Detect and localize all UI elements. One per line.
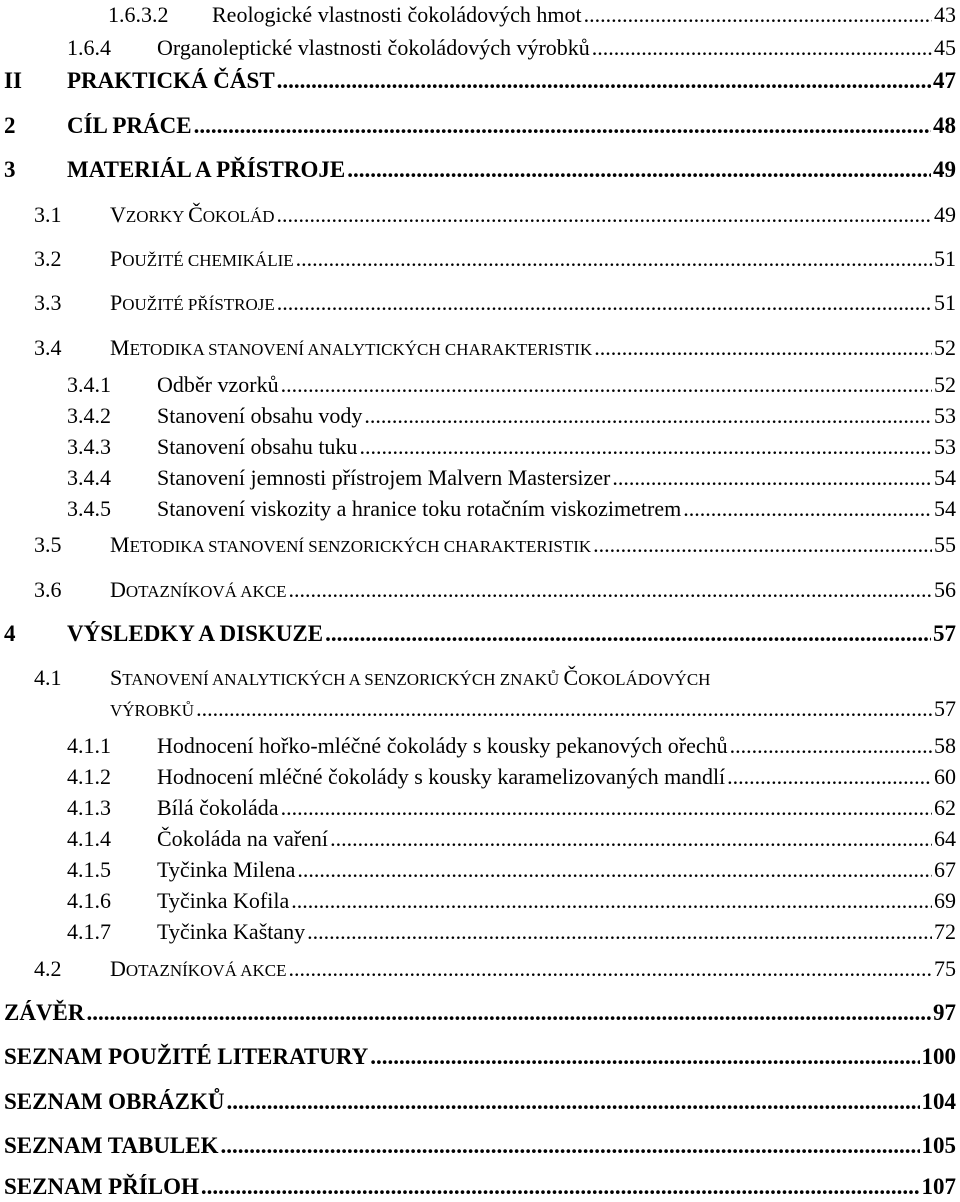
- toc-entry[interactable]: [4, 66, 956, 96]
- toc-entry[interactable]: [4, 1172, 956, 1202]
- toc-entry-number: 4.1.6: [67, 888, 111, 913]
- toc-entry-page: 47: [933, 68, 956, 93]
- toc-entry-line1[interactable]: [34, 663, 710, 695]
- toc-entry-page: 51: [934, 246, 956, 271]
- toc-entry-number: 4.1.3: [67, 795, 111, 820]
- toc-entry[interactable]: [67, 731, 956, 761]
- toc-entry[interactable]: [34, 530, 956, 562]
- toc-entry-number: 3.4: [34, 335, 62, 360]
- dot-leader: [196, 694, 932, 724]
- toc-entry-title: Odběr vzorků: [157, 372, 279, 397]
- toc-entry[interactable]: [67, 432, 956, 462]
- toc-entry[interactable]: [4, 1131, 956, 1161]
- toc-entry-title: Tyčinka Kaštany: [157, 919, 306, 944]
- toc-entry[interactable]: [67, 793, 956, 823]
- toc-entry-page: 105: [921, 1133, 956, 1158]
- toc-entry[interactable]: [67, 917, 956, 947]
- toc-entry-title-continued: VÝROBKŮ: [110, 701, 195, 720]
- toc-entry-title: SEZNAM POUŽITÉ LITERATURY: [4, 1044, 369, 1069]
- dot-leader: [221, 1131, 920, 1161]
- toc-entry-title: Stanovení viskozity a hranice toku rotačním viskozimetrem: [157, 496, 682, 521]
- dot-leader: [730, 731, 932, 761]
- toc-entry[interactable]: [34, 288, 956, 320]
- toc-entry-line2[interactable]: [110, 694, 956, 726]
- toc-entry-title: MATERIÁL A PŘÍSTROJE: [67, 157, 346, 182]
- toc-entry-title: POUŽITÉ PŘÍSTROJE: [110, 290, 275, 315]
- dot-leader: [297, 855, 932, 885]
- toc-entry-page: 45: [934, 35, 956, 60]
- toc-entry-number: 2: [4, 113, 16, 138]
- dot-leader: [201, 1172, 920, 1202]
- dot-leader: [289, 575, 933, 605]
- toc-entry-page: 104: [921, 1089, 956, 1114]
- toc-entry-title: POUŽITÉ CHEMIKÁLIE: [110, 246, 294, 271]
- toc-entry[interactable]: [4, 1042, 956, 1072]
- toc-entry-page: 53: [934, 434, 956, 459]
- toc-entry-page: 43: [934, 2, 956, 27]
- dot-leader: [226, 1087, 919, 1117]
- toc-entry-title: Stanovení obsahu vody: [157, 403, 363, 428]
- toc-entry[interactable]: [34, 954, 956, 986]
- toc-entry-number: 4: [4, 621, 16, 646]
- toc-entry[interactable]: [67, 855, 956, 885]
- toc-entry[interactable]: [34, 244, 956, 276]
- toc-entry[interactable]: [67, 463, 956, 493]
- toc-entry-number: 3: [4, 157, 16, 182]
- dot-leader: [370, 1042, 919, 1072]
- toc-entry-page: 58: [934, 733, 956, 758]
- toc-entry-number: 4.1.4: [67, 826, 111, 851]
- toc-entry-page: 107: [921, 1174, 956, 1199]
- dot-leader: [277, 66, 931, 96]
- dot-leader: [307, 917, 932, 947]
- toc-entry-number: 3.4.5: [67, 496, 111, 521]
- toc-entry-number: 4.1.2: [67, 764, 111, 789]
- toc-entry-title: STANOVENÍ ANALYTICKÝCH A SENZORICKÝCH ZNAKŮ ČOKOLÁDOVÝCH: [110, 665, 711, 690]
- toc-entry[interactable]: [67, 33, 956, 63]
- toc-entry-title: Čokoláda na vaření: [157, 826, 329, 851]
- toc-entry-number: 4.1.1: [67, 733, 111, 758]
- toc-entry-page: 57: [933, 621, 956, 646]
- dot-leader: [592, 33, 932, 63]
- toc-entry-page: 52: [934, 335, 956, 360]
- toc-entry[interactable]: [4, 111, 956, 141]
- toc-entry[interactable]: [67, 370, 956, 400]
- toc-entry-page: 54: [934, 465, 956, 490]
- toc-entry-number: 1.6.4: [67, 35, 111, 60]
- toc-entry-page: 67: [934, 857, 956, 882]
- toc-entry-number: 4.2: [34, 956, 62, 981]
- toc-entry-title: Hodnocení mléčné čokolády s kousky karamelizovaných mandlí: [157, 764, 726, 789]
- dot-leader: [277, 200, 932, 230]
- toc-entry-number: 3.1: [34, 202, 62, 227]
- dot-leader: [594, 333, 932, 363]
- dot-leader: [281, 793, 932, 823]
- dot-leader: [87, 998, 931, 1028]
- toc-entry-title: Reologické vlastnosti čokoládových hmot: [212, 2, 582, 27]
- toc-entry-title: Stanovení obsahu tuku: [157, 434, 358, 459]
- toc-entry-title: VÝSLEDKY A DISKUZE: [67, 621, 324, 646]
- dot-leader: [325, 619, 931, 649]
- toc-entry-page: 75: [934, 956, 956, 981]
- toc-entry-page: 53: [934, 403, 956, 428]
- toc-entry-page: 49: [933, 157, 956, 182]
- toc-entry-title: DOTAZNÍKOVÁ AKCE: [110, 577, 287, 602]
- toc-entry-number: 4.1.5: [67, 857, 111, 882]
- toc-entry[interactable]: [4, 155, 956, 185]
- toc-entry[interactable]: [67, 401, 956, 431]
- toc-entry[interactable]: [34, 333, 956, 365]
- toc-entry[interactable]: [108, 0, 956, 30]
- toc-entry-number: 3.4.4: [67, 465, 111, 490]
- toc-entry-page: 69: [934, 888, 956, 913]
- dot-leader: [347, 155, 931, 185]
- toc-entry-title: METODIKA STANOVENÍ SENZORICKÝCH CHARAKTERISTIK: [110, 532, 592, 557]
- toc-entry[interactable]: [4, 619, 956, 649]
- toc-entry-title: PRAKTICKÁ ČÁST: [67, 68, 275, 93]
- toc-entry-title: Hodnocení hořko-mléčné čokolády s kousky pekanových ořechů: [157, 733, 728, 758]
- toc-entry-title: DOTAZNÍKOVÁ AKCE: [110, 956, 287, 981]
- dot-leader: [281, 370, 932, 400]
- toc-entry[interactable]: [4, 1087, 956, 1117]
- toc-entry-number: 3.4.3: [67, 434, 111, 459]
- toc-entry-title: CÍL PRÁCE: [67, 113, 192, 138]
- toc-entry-number: II: [4, 68, 22, 93]
- toc-entry-number: 4.1: [34, 665, 62, 690]
- dot-leader: [296, 244, 932, 274]
- toc-entry-page: 54: [934, 496, 956, 521]
- toc-entry-page: 56: [934, 577, 956, 602]
- toc-entry-number: 1.6.3.2: [108, 2, 169, 27]
- toc-entry-title: Organoleptické vlastnosti čokoládových výrobků: [157, 35, 590, 60]
- toc-entry-page: 62: [934, 795, 956, 820]
- toc-entry-page: 100: [921, 1044, 956, 1069]
- toc-entry[interactable]: [67, 886, 956, 916]
- dot-leader: [291, 886, 932, 916]
- toc-entry[interactable]: [34, 575, 956, 607]
- dot-leader: [330, 824, 932, 854]
- toc-entry-title: Stanovení jemnosti přístrojem Malvern Mastersizer: [157, 465, 611, 490]
- toc-entry-page: 97: [933, 1000, 956, 1025]
- toc-entry-number: 3.4.1: [67, 372, 111, 397]
- toc-entry-number: 3.3: [34, 290, 62, 315]
- toc-entry-title: Bílá čokoláda: [157, 795, 279, 820]
- toc-entry-title: SEZNAM PŘÍLOH: [4, 1174, 199, 1199]
- toc-entry-page: 64: [934, 826, 956, 851]
- toc-entry-title: ZÁVĚR: [4, 1000, 85, 1025]
- toc-entry-number: 3.5: [34, 532, 62, 557]
- toc-entry-page: 48: [933, 113, 956, 138]
- toc-entry-number: 4.1.7: [67, 919, 111, 944]
- dot-leader: [593, 530, 932, 560]
- dot-leader: [727, 762, 932, 792]
- toc-entry-number: 3.2: [34, 246, 62, 271]
- toc-entry-page: 49: [934, 202, 956, 227]
- toc-entry-title: Tyčinka Milena: [157, 857, 296, 882]
- dot-leader: [277, 288, 932, 318]
- toc-entry-title: SEZNAM OBRÁZKŮ: [4, 1089, 225, 1114]
- toc-entry-title: Tyčinka Kofila: [157, 888, 290, 913]
- dot-leader: [584, 0, 932, 30]
- dot-leader: [194, 111, 931, 141]
- dot-leader: [289, 954, 933, 984]
- toc-entry[interactable]: [34, 200, 956, 232]
- toc-entry-page: 72: [934, 919, 956, 944]
- toc-entry-page: 57: [934, 696, 956, 721]
- toc-entry-page: 51: [934, 290, 956, 315]
- toc-entry-title: METODIKA STANOVENÍ ANALYTICKÝCH CHARAKTERISTIK: [110, 335, 593, 360]
- dot-leader: [683, 494, 932, 524]
- dot-leader: [364, 401, 932, 431]
- toc-entry-page: 60: [934, 764, 956, 789]
- toc-entry[interactable]: [4, 998, 956, 1028]
- toc-entry-number: 3.6: [34, 577, 62, 602]
- toc-entry[interactable]: [67, 824, 956, 854]
- toc-entry[interactable]: [67, 762, 956, 792]
- dot-leader: [359, 432, 932, 462]
- toc-entry-page: 52: [934, 372, 956, 397]
- toc-entry-title: SEZNAM TABULEK: [4, 1133, 219, 1158]
- toc-entry[interactable]: [67, 494, 956, 524]
- toc-entry-title: VZORKY ČOKOLÁD: [110, 202, 275, 227]
- toc-entry-number: 3.4.2: [67, 403, 111, 428]
- dot-leader: [612, 463, 932, 493]
- toc-entry-page: 55: [934, 532, 956, 557]
